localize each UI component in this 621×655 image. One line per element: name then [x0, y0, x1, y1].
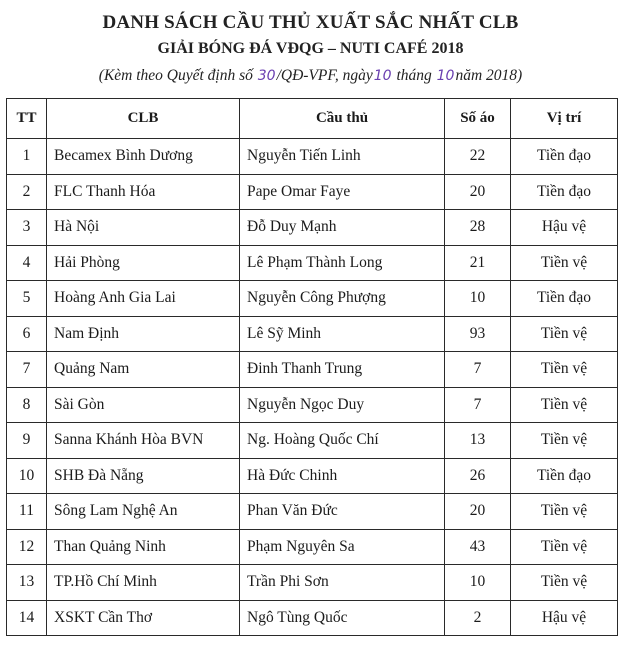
club-name: Sài Gòn — [47, 387, 240, 423]
table-row — [7, 174, 618, 210]
decision-month-label: tháng — [392, 67, 436, 84]
player-position: Tiền đạo — [511, 281, 618, 317]
row-index: 6 — [7, 316, 47, 352]
players-table — [6, 98, 618, 636]
row-index: 9 — [7, 423, 47, 459]
col-header-player: Cầu thủ — [240, 99, 445, 139]
player-name: Đinh Thanh Trung — [240, 352, 445, 388]
table-row — [7, 529, 618, 565]
shirt-number: 22 — [445, 139, 511, 175]
club-name: SHB Đà Nẵng — [47, 458, 240, 494]
shirt-number: 10 — [445, 565, 511, 601]
col-header-club: CLB — [47, 99, 240, 139]
player-position: Tiền vệ — [511, 316, 618, 352]
player-name: Đỗ Duy Mạnh — [240, 210, 445, 246]
col-header-position: Vị trí — [511, 99, 618, 139]
club-name: Hoàng Anh Gia Lai — [47, 281, 240, 317]
table-header-row — [7, 99, 618, 139]
player-name: Nguyễn Công Phượng — [240, 281, 445, 317]
player-position: Tiền vệ — [511, 565, 618, 601]
club-name: XSKT Cần Thơ — [47, 600, 240, 636]
player-name: Ngô Tùng Quốc — [240, 600, 445, 636]
player-name: Lê Sỹ Minh — [240, 316, 445, 352]
table-row — [7, 352, 618, 388]
shirt-number: 13 — [445, 423, 511, 459]
table-row — [7, 316, 618, 352]
club-name: Nam Định — [47, 316, 240, 352]
col-header-tt: TT — [7, 99, 47, 139]
player-position: Tiền đạo — [511, 139, 618, 175]
club-name: Sanna Khánh Hòa BVN — [47, 423, 240, 459]
decision-month-handwritten: 10 — [436, 68, 455, 84]
shirt-number: 20 — [445, 494, 511, 530]
player-name: Pape Omar Faye — [240, 174, 445, 210]
table-row — [7, 600, 618, 636]
player-name: Ng. Hoàng Quốc Chí — [240, 423, 445, 459]
document-title: DANH SÁCH CẦU THỦ XUẤT SẮC NHẤT CLB — [102, 12, 519, 33]
shirt-number: 2 — [445, 600, 511, 636]
shirt-number: 21 — [445, 245, 511, 281]
table-row — [7, 494, 618, 530]
table-row — [7, 458, 618, 494]
player-name: Lê Phạm Thành Long — [240, 245, 445, 281]
player-name: Hà Đức Chinh — [240, 458, 445, 494]
decision-day-handwritten: 10 — [373, 68, 392, 84]
table-row — [7, 139, 618, 175]
document-subtitle: GIẢI BÓNG ĐÁ VĐQG – NUTI CAFÉ 2018 — [157, 40, 464, 57]
player-position: Tiền đạo — [511, 458, 618, 494]
shirt-number: 28 — [445, 210, 511, 246]
player-position: Tiền vệ — [511, 245, 618, 281]
decision-prefix: (Kèm theo Quyết định số — [98, 67, 257, 84]
decision-number-handwritten: 30 — [257, 68, 276, 84]
table-row — [7, 281, 618, 317]
row-index: 2 — [7, 174, 47, 210]
club-name: TP.Hồ Chí Minh — [47, 565, 240, 601]
shirt-number: 93 — [445, 316, 511, 352]
club-name: Becamex Bình Dương — [47, 139, 240, 175]
row-index: 3 — [7, 210, 47, 246]
row-index: 1 — [7, 139, 47, 175]
shirt-number: 10 — [445, 281, 511, 317]
player-name: Phan Văn Đức — [240, 494, 445, 530]
shirt-number: 43 — [445, 529, 511, 565]
player-position: Tiền vệ — [511, 352, 618, 388]
club-name: FLC Thanh Hóa — [47, 174, 240, 210]
table-row — [7, 245, 618, 281]
shirt-number: 20 — [445, 174, 511, 210]
table-row — [7, 565, 618, 601]
player-name: Phạm Nguyên Sa — [240, 529, 445, 565]
row-index: 8 — [7, 387, 47, 423]
shirt-number: 7 — [445, 387, 511, 423]
player-position: Hậu vệ — [511, 210, 618, 246]
decision-suffix: năm 2018) — [455, 67, 523, 84]
decision-reference — [0, 67, 621, 85]
player-name: Trần Phi Sơn — [240, 565, 445, 601]
club-name: Than Quảng Ninh — [47, 529, 240, 565]
row-index: 10 — [7, 458, 47, 494]
shirt-number: 26 — [445, 458, 511, 494]
col-header-number: Số áo — [445, 99, 511, 139]
table-row — [7, 387, 618, 423]
club-name: Quảng Nam — [47, 352, 240, 388]
player-position: Tiền vệ — [511, 423, 618, 459]
row-index: 14 — [7, 600, 47, 636]
row-index: 11 — [7, 494, 47, 530]
player-name: Nguyễn Tiến Linh — [240, 139, 445, 175]
row-index: 13 — [7, 565, 47, 601]
club-name: Sông Lam Nghệ An — [47, 494, 240, 530]
row-index: 4 — [7, 245, 47, 281]
player-position: Tiền vệ — [511, 529, 618, 565]
table-row — [7, 423, 618, 459]
row-index: 5 — [7, 281, 47, 317]
club-name: Hà Nội — [47, 210, 240, 246]
row-index: 7 — [7, 352, 47, 388]
row-index: 12 — [7, 529, 47, 565]
player-position: Hậu vệ — [511, 600, 618, 636]
decision-mid: /QĐ-VPF, ngày — [276, 67, 373, 84]
player-position: Tiền đạo — [511, 174, 618, 210]
player-name: Nguyễn Ngọc Duy — [240, 387, 445, 423]
table-row — [7, 210, 618, 246]
player-position: Tiền vệ — [511, 494, 618, 530]
shirt-number: 7 — [445, 352, 511, 388]
club-name: Hải Phòng — [47, 245, 240, 281]
player-position: Tiền vệ — [511, 387, 618, 423]
